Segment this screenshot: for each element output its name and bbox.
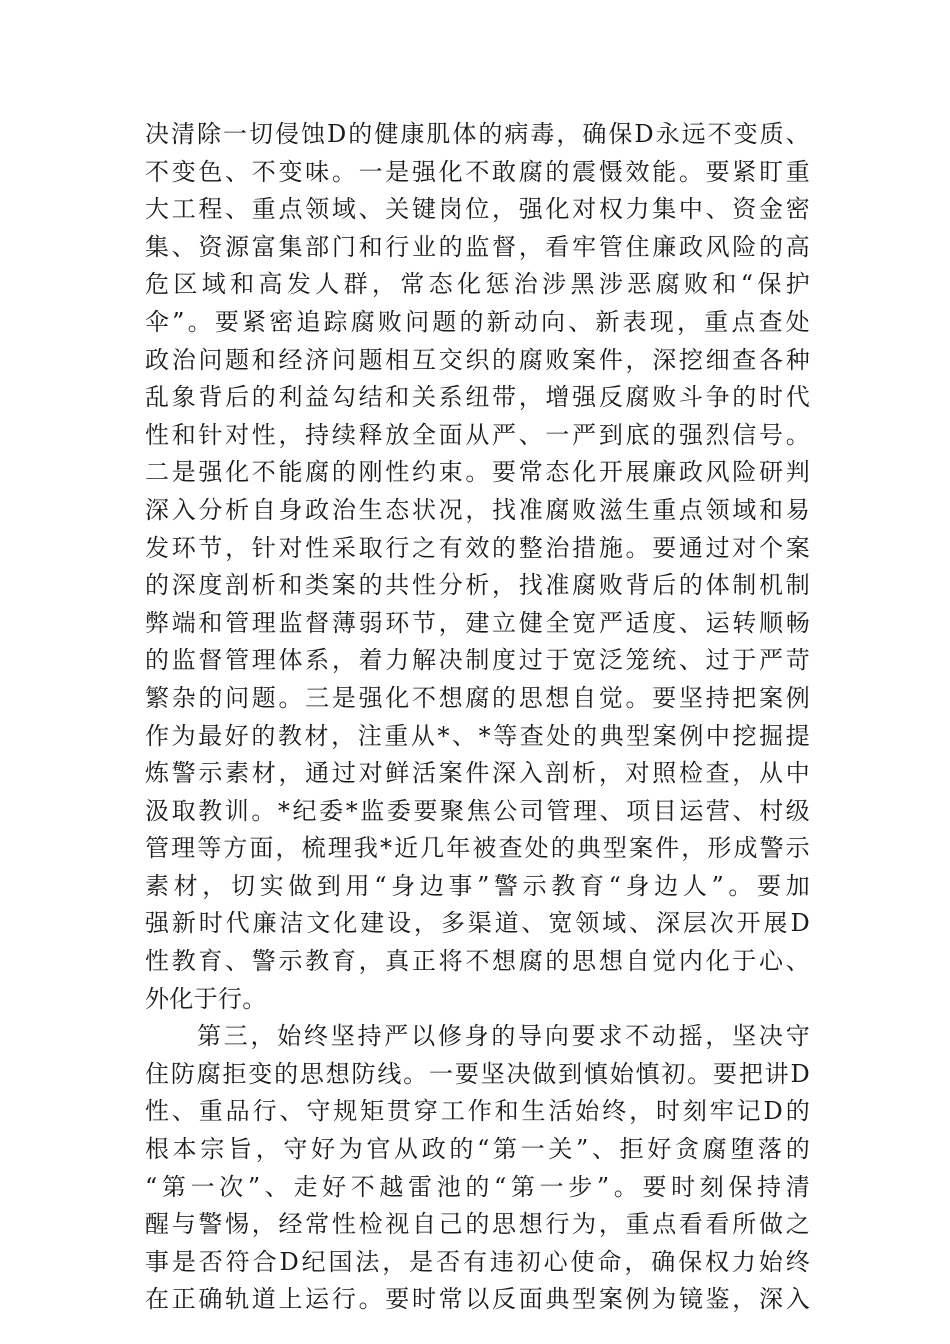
text-line: 发环节，针对性采取行之有效的整治措施。要通过对个案 <box>145 533 810 562</box>
text-line: 的深度剖析和类案的共性分析，找准腐败背后的体制机制 <box>145 571 810 600</box>
text-line: 二是强化不能腐的刚性约束。要常态化开展廉政风险研判 <box>145 458 810 487</box>
text-line: 事是否符合D纪国法，是否有违初心使命，确保权力始终 <box>145 1247 810 1276</box>
text-line: 弊端和管理监督薄弱环节，建立健全宽严适度、运转顺畅 <box>145 608 810 637</box>
text-line: 深入分析自身政治生态状况，找准腐败滋生重点领域和易 <box>145 495 810 524</box>
text-line: 住防腐拒变的思想防线。一要坚决做到慎始慎初。要把讲D <box>145 1059 810 1088</box>
text-line: 素材，切实做到用“身边事”警示教育“身边人”。要加 <box>145 871 810 900</box>
text-line: 乱象背后的利益勾结和关系纽带，增强反腐败斗争的时代 <box>145 383 810 412</box>
text-line: 伞”。要紧密追踪腐败问题的新动向、新表现，重点查处 <box>145 307 810 336</box>
text-line: 决清除一切侵蚀D的健康肌体的病毒，确保D永远不变质、 <box>145 120 810 148</box>
text-line: 不变色、不变味。一是强化不敢腐的震慑效能。要紧盯重 <box>145 157 810 186</box>
text-line: 性教育、警示教育，真正将不想腐的思想自觉内化于心、 <box>145 947 810 976</box>
text-line: 根本宗旨，守好为官从政的“第一关”、拒好贪腐堕落的 <box>145 1135 810 1164</box>
text-line: 炼警示素材，通过对鲜活案件深入剖析，对照检查，从中 <box>145 759 810 788</box>
text-line: 醒与警惕，经常性检视自己的思想行为，重点看看所做之 <box>145 1210 810 1239</box>
body-text <box>145 116 810 1319</box>
paragraph-start-line: 第三，始终坚持严以修身的导向要求不动摇，坚决守 <box>197 1022 810 1051</box>
text-line: 作为最好的教材，注重从*、*等查处的典型案例中挖掘提 <box>145 721 810 750</box>
text-line: “第一次”、走好不越雷池的“第一步”。要时刻保持清 <box>145 1172 810 1201</box>
text-line: 集、资源富集部门和行业的监督，看牢管住廉政风险的高 <box>145 232 810 261</box>
text-line: 强新时代廉洁文化建设，多渠道、宽领域、深层次开展D <box>145 909 810 938</box>
text-line: 性和针对性，持续释放全面从严、一严到底的强烈信号。 <box>145 420 810 449</box>
text-line: 的监督管理体系，着力解决制度过于宽泛笼统、过于严苛 <box>145 646 810 675</box>
paragraph-end-line: 外化于行。 <box>145 984 267 1013</box>
text-line: 危区域和高发人群，常态化惩治涉黑涉恶腐败和“保护 <box>145 270 810 299</box>
text-line: 管理等方面，梳理我*近几年被查处的典型案件，形成警示 <box>145 834 810 863</box>
text-line: 在正确轨道上运行。要时常以反面典型案例为镜鉴，深入 <box>145 1285 810 1314</box>
text-line: 汲取教训。*纪委*监委要聚焦公司管理、项目运营、村级 <box>145 796 810 825</box>
text-line: 繁杂的问题。三是强化不想腐的思想自觉。要坚持把案例 <box>145 683 810 712</box>
text-line: 政治问题和经济问题相互交织的腐败案件，深挖细查各种 <box>145 345 810 374</box>
text-line: 性、重品行、守规矩贯穿工作和生活始终，时刻牢记D的 <box>145 1097 810 1126</box>
text-line: 大工程、重点领域、关键岗位，强化对权力集中、资金密 <box>145 195 810 224</box>
